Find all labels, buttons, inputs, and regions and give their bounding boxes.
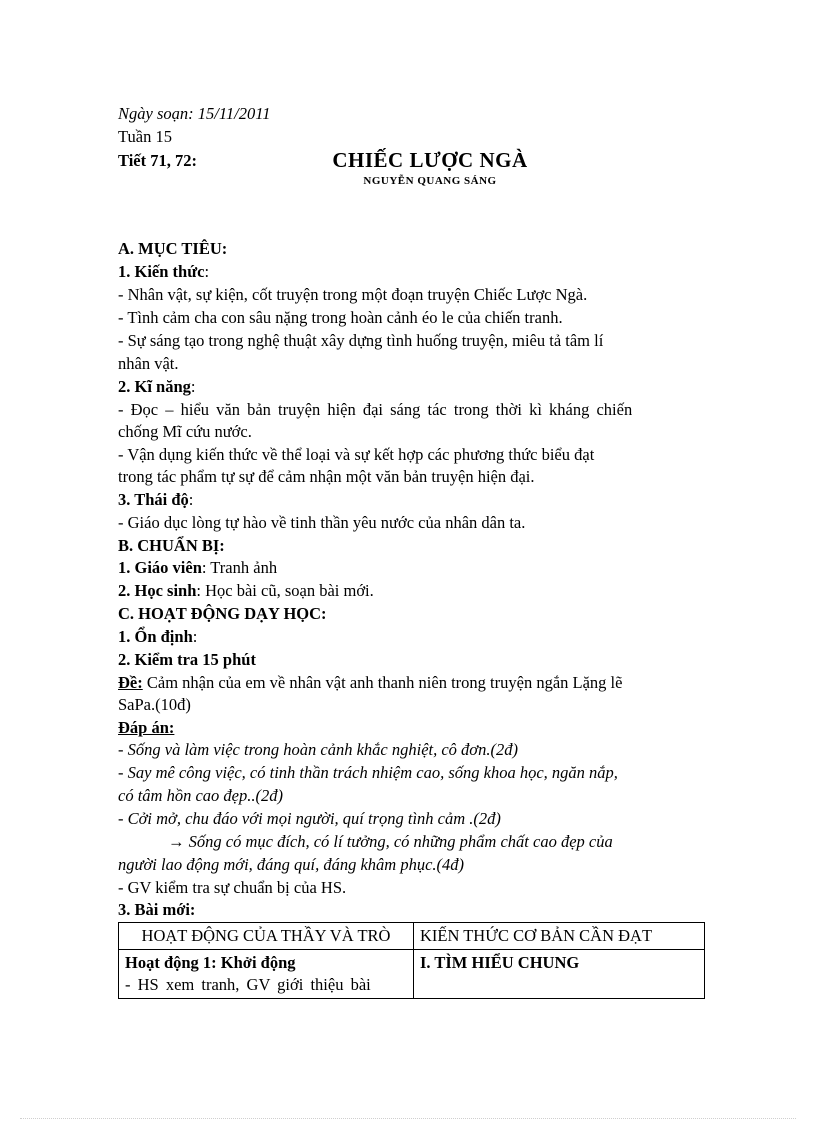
knowledge-label: 1. Kiến thức bbox=[118, 262, 205, 281]
knowledge-item: - Nhân vật, sự kiện, cốt truyện trong một đoạn truyện Chiếc Lược Ngà. bbox=[118, 285, 588, 304]
skills-label: 2. Kĩ năng bbox=[118, 377, 191, 396]
answer-item: có tâm hồn cao đẹp..(2đ) bbox=[118, 786, 283, 805]
answer-conclusion-2: người lao động mới, đáng quí, đáng khâm phục.(4đ) bbox=[118, 855, 465, 874]
knowledge-item: nhân vật. bbox=[118, 354, 179, 373]
stabilize-label: 1. Ổn định bbox=[118, 627, 193, 646]
teacher-prep bbox=[118, 557, 277, 579]
answer-item: - Sống và làm việc trong hoàn cảnh khắc nghiệt, cô đơn.(2đ) bbox=[118, 740, 518, 759]
lesson-title: CHIẾC LƯỢC NGÀ bbox=[332, 148, 528, 172]
knowledge-item: - Sự sáng tạo trong nghệ thuật xây dựng tình huống truyện, miêu tả tâm lí bbox=[118, 331, 604, 350]
activity-text: - HS xem tranh, GV giới thiệu bài bbox=[125, 975, 371, 994]
knowledge-heading bbox=[118, 261, 209, 283]
question-line bbox=[118, 672, 622, 694]
check-prep-line: - GV kiểm tra sự chuẩn bị của HS. bbox=[118, 878, 347, 897]
section-c-heading: C. HOẠT ĐỘNG DẠY HỌC: bbox=[118, 604, 327, 623]
table-header-cell: HOẠT ĐỘNG CỦA THẦY VÀ TRÒ bbox=[119, 923, 414, 950]
attitude-item: - Giáo dục lòng tự hào về tinh thần yêu nước của nhân dân ta. bbox=[118, 513, 526, 532]
lesson-table bbox=[118, 922, 705, 999]
attitude-label: 3. Thái độ bbox=[118, 490, 189, 509]
skills-item: - Vận dụng kiến thức về thể loại và sự kết hợp các phương thức biểu đạt bbox=[118, 445, 595, 464]
skills-item: - Đọc – hiểu văn bản truyện hiện đại sáng tác trong thời kì kháng chiến bbox=[118, 400, 633, 419]
question-text: Cảm nhận của em về nhân vật anh thanh niên trong truyện ngắn Lặng lẽ bbox=[142, 673, 623, 692]
table-header-row bbox=[119, 923, 705, 950]
attitude-heading bbox=[118, 489, 193, 511]
knowledge-suffix: : bbox=[204, 262, 210, 281]
question-line-2: SaPa.(10đ) bbox=[118, 695, 191, 714]
attitude-suffix: : bbox=[188, 490, 194, 509]
stabilize-suffix: : bbox=[192, 627, 198, 646]
new-lesson-heading: 3. Bài mới: bbox=[118, 900, 196, 919]
skills-item: chống Mĩ cứu nước. bbox=[118, 422, 252, 441]
answer-item: - Cởi mở, chu đáo với mọi người, quí trọng tình cảm .(2đ) bbox=[118, 809, 501, 828]
knowledge-item: - Tình cảm cha con sâu nặng trong hoàn cảnh éo le của chiến tranh. bbox=[118, 308, 563, 327]
answer-heading: Đáp án: bbox=[118, 718, 175, 737]
period-line: Tiết 71, 72: bbox=[118, 151, 197, 170]
table-cell bbox=[119, 950, 414, 999]
skills-suffix: : bbox=[190, 377, 196, 396]
table-row bbox=[119, 950, 705, 999]
teacher-label: 1. Giáo viên bbox=[118, 558, 202, 577]
activity-title: Hoạt động 1: Khởi động bbox=[125, 953, 296, 972]
page-border-dotted bbox=[20, 1118, 796, 1119]
skills-heading bbox=[118, 376, 196, 398]
student-label: 2. Học sinh bbox=[118, 581, 197, 600]
skills-item: trong tác phẩm tự sự để cảm nhận một văn bản truyện hiện đại. bbox=[118, 467, 535, 486]
student-prep bbox=[118, 580, 374, 602]
author-name: NGUYỄN QUANG SÁNG bbox=[363, 175, 497, 187]
answer-conclusion: → Sống có mục đích, có lí tưởng, có những phẩm chất cao đẹp của bbox=[168, 832, 613, 851]
date-line: Ngày soạn: 15/11/2011 bbox=[118, 104, 271, 123]
table-cell: I. TÌM HIỂU CHUNG bbox=[414, 950, 705, 999]
section-b-heading: B. CHUẨN BỊ: bbox=[118, 536, 225, 555]
question-label: Đề: bbox=[118, 673, 143, 692]
week-line: Tuần 15 bbox=[118, 127, 172, 146]
answer-item: - Say mê công việc, có tinh thần trách nhiệm cao, sống khoa học, ngăn nắp, bbox=[118, 763, 618, 782]
test-heading: 2. Kiểm tra 15 phút bbox=[118, 650, 256, 669]
student-value: : Học bài cũ, soạn bài mới. bbox=[196, 581, 374, 600]
stabilize-heading bbox=[118, 626, 197, 648]
section-a-heading: A. MỤC TIÊU: bbox=[118, 239, 228, 258]
teacher-value: : Tranh ảnh bbox=[201, 558, 278, 577]
table-header-cell: KIẾN THỨC CƠ BẢN CẦN ĐẠT bbox=[414, 923, 705, 950]
